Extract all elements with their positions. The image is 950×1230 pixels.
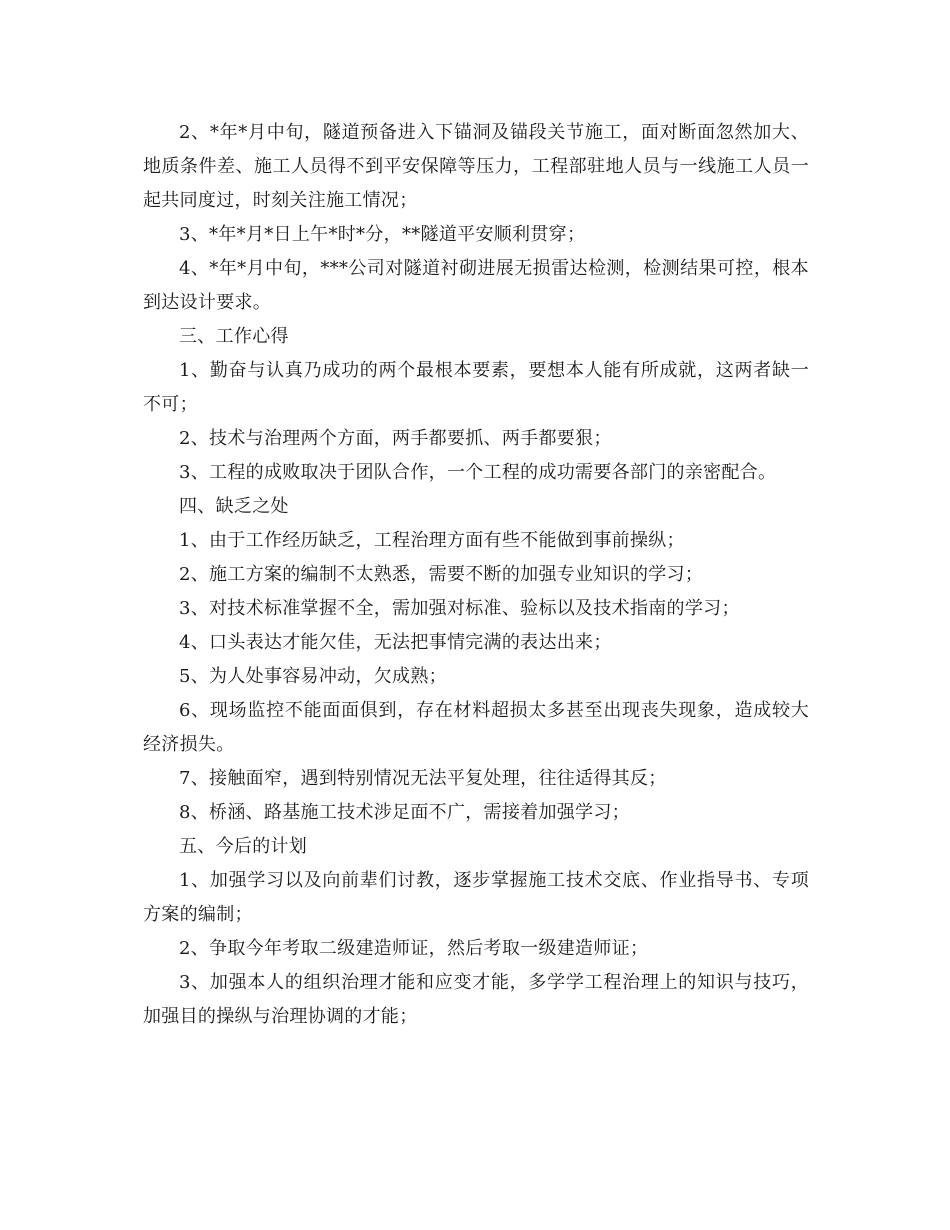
paragraph-shortcoming-5: 5、为人处事容易冲动，欠成熟； xyxy=(179,666,447,687)
document-body xyxy=(143,116,809,1034)
paragraph-progress-4: 4、*年*月中旬，***公司对隧道衬砌进展无损雷达检测，检测结果可控，根本到达设计要求。 xyxy=(143,258,809,313)
paragraph-insight-2: 2、技术与治理两个方面，两手都要抓、两手都要狠； xyxy=(179,428,612,449)
paragraph-shortcoming-7: 7、接触面窄，遇到特别情况无法平复处理，往往适得其反； xyxy=(179,768,667,789)
paragraph-shortcoming-4: 4、口头表达才能欠佳，无法把事情完满的表达出来； xyxy=(179,632,612,653)
paragraph-progress-2: 2、*年*月中旬，隧道预备进入下锚洞及锚段关节施工，面对断面忽然加大、地质条件差、施工人员得不到平安保障等压力，工程部驻地人员与一线施工人员一起共同度过，时刻关注施工情况； xyxy=(143,122,809,211)
paragraph-plan-1: 1、加强学习以及向前辈们讨教，逐步掌握施工技术交底、作业指导书、专项方案的编制； xyxy=(143,870,809,925)
paragraph-shortcoming-6: 6、现场监控不能面面俱到，存在材料超损太多甚至出现丧失现象，造成较大经济损失。 xyxy=(143,700,809,755)
paragraph-progress-3: 3、*年*月*日上午*时*分，**隧道平安顺利贯穿； xyxy=(179,224,586,245)
paragraph-shortcoming-8: 8、桥涵、路基施工技术涉足面不广，需接着加强学习； xyxy=(179,802,630,823)
paragraph-shortcoming-3: 3、对技术标准掌握不全，需加强对标准、验标以及技术指南的学习； xyxy=(179,598,740,619)
paragraph-shortcoming-2: 2、施工方案的编制不太熟悉，需要不断的加强专业知识的学习； xyxy=(179,564,704,585)
paragraph-plan-3: 3、加强本人的组织治理才能和应变才能，多学学工程治理上的知识与技巧，加强目的操纵与治理协调的才能； xyxy=(143,972,809,1027)
section-heading-work-insights: 三、工作心得 xyxy=(179,326,289,347)
paragraph-shortcoming-1: 1、由于工作经历缺乏，工程治理方面有些不能做到事前操纵； xyxy=(179,530,685,551)
paragraph-insight-3: 3、工程的成败取决于团队合作，一个工程的成功需要各部门的亲密配合。 xyxy=(179,462,777,483)
paragraph-insight-1: 1、勤奋与认真乃成功的两个最根本要素，要想本人能有所成就，这两者缺一不可； xyxy=(143,360,809,415)
section-heading-shortcomings: 四、缺乏之处 xyxy=(179,496,289,517)
section-heading-future-plans: 五、今后的计划 xyxy=(179,836,308,857)
paragraph-plan-2: 2、争取今年考取二级建造师证，然后考取一级建造师证； xyxy=(179,938,649,959)
